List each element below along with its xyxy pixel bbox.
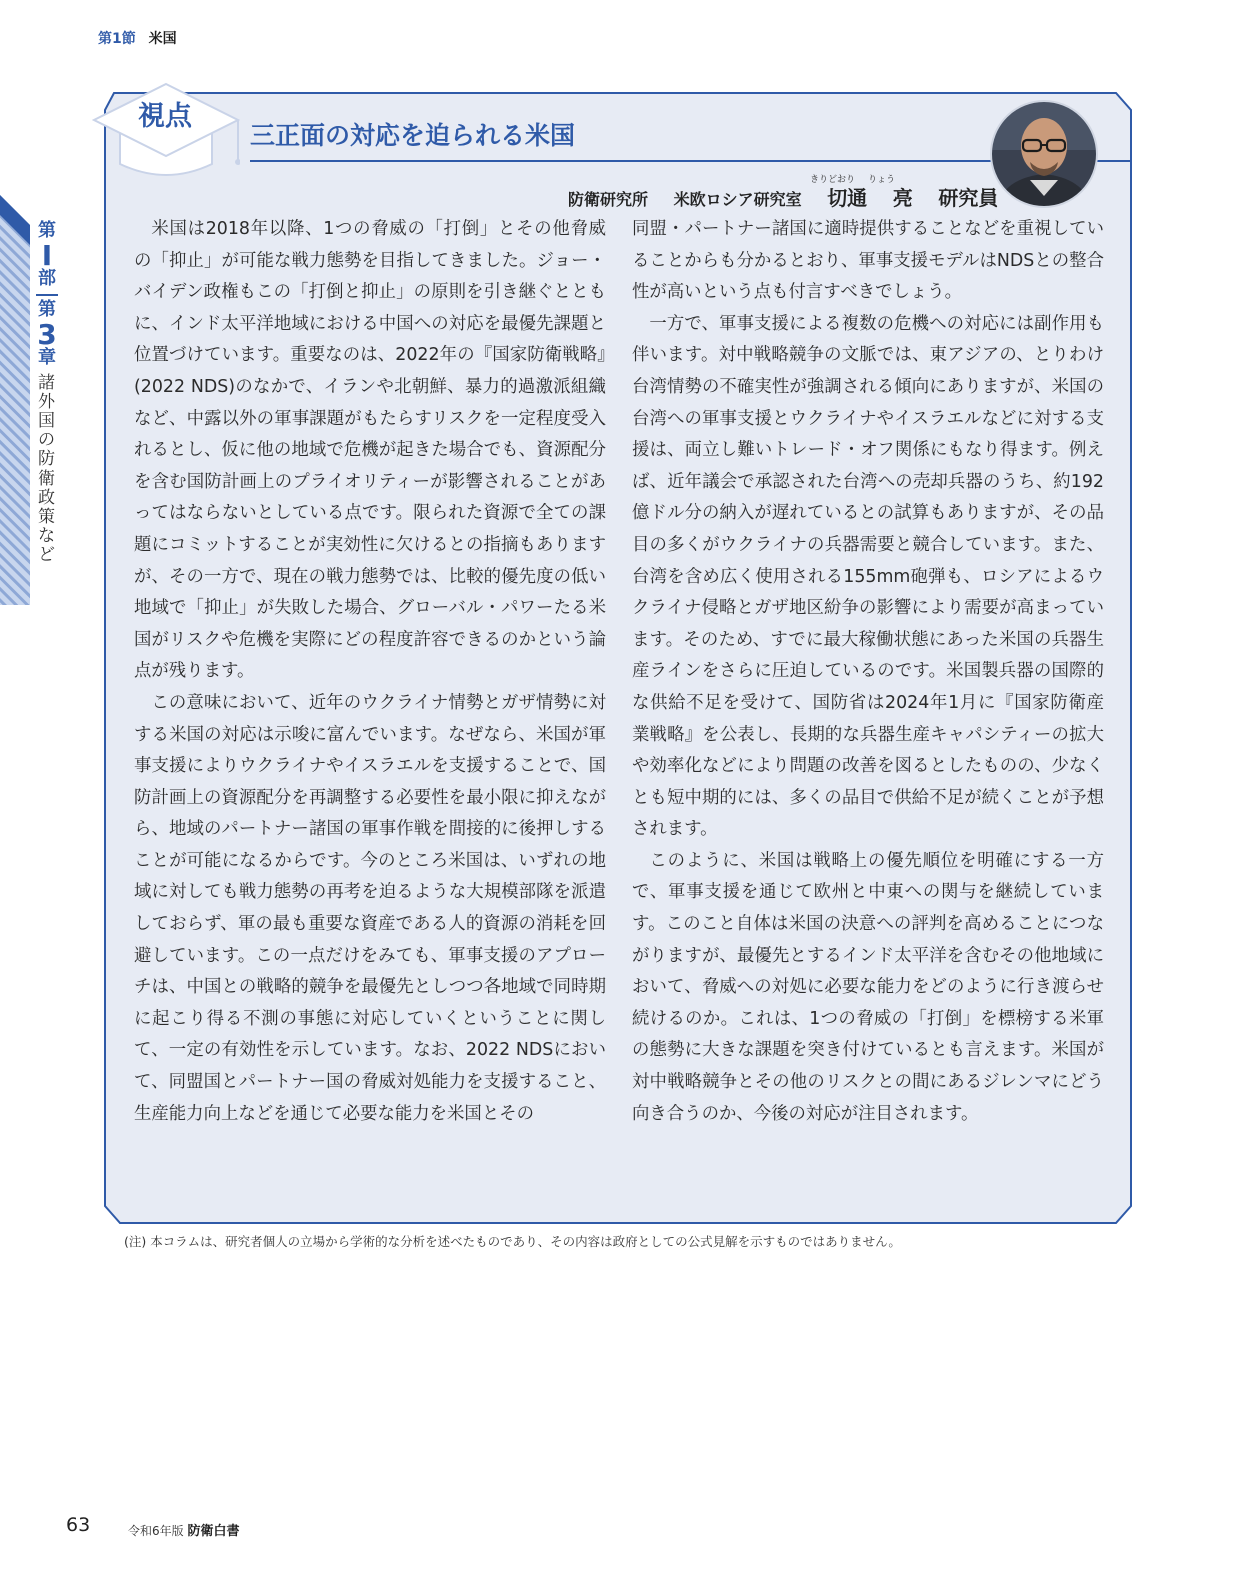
author-line	[568, 182, 998, 211]
column-badge: 視点	[138, 101, 192, 132]
author-family-ruby: きりどおり	[810, 175, 856, 185]
chapter-prefix: 第	[38, 299, 56, 321]
tab-divider	[36, 294, 58, 296]
paragraph: 米国は2018年以降、1つの脅威の「打倒」とその他脅威の「抑止」が可能な戦力態勢を目指してきました。ジョー・バイデン政権もこの「打倒と抑止」の原則を引き継ぐとともに、インド太平洋地域における中国への対応を最優先課題と位置づけています。重要なのは、2022年の『国家防衛戦略』(2022 NDS)のなかで、イランや北朝鮮、暴力的過激派組織など、中露以外の軍事課題がもたらすリスクを一定程度受入れるとし、仮に他の地域で危機が起きた場合でも、資源配分を含む国防計画上のプライオリティーが影響されることがあってはならないとしている点です。限られた資源で全ての課題にコミットすることが実効性に欠けるとの指摘もありますが、その一方で、現在の戦力態勢では、比較的優先度の低い地域で「抑止」が失敗した場合、グローバル・パワーたる米国がリスクや危機を実際にどの程度許容できるのかという論点が残ります。	[134, 219, 606, 682]
edition: 令和6年版	[128, 1524, 184, 1538]
disclaimer-note: (注) 本コラムは、研究者個人の立場から学術的な分析を述べたものであり、その内容は政府としての公式見解を示すものではありません。	[124, 1234, 901, 1249]
page-number: 63	[66, 1514, 91, 1536]
paragraph: 一方で、軍事支援による複数の危機への対応には副作用も伴います。対中戦略競争の文脈では、東アジアの、とりわけ台湾情勢の不確実性が強調される傾向にありますが、米国の台湾への軍事支援とウクライナやイスラエルなどに対する支援は、両立し難いトレード・オフ関係にもなり得ます。例えば、近年議会で承認された台湾への売却兵器のうち、約192億ドル分の納入が遅れているとの試算もありますが、その品目の多くがウクライナの兵器需要と競合しています。また、台湾を含め広く使用される155mm砲弾も、ロシアによるウクライナ侵略とガザ地区紛争の影響により需要が高まっています。そのため、すでに最大稼働状態にあった米国の兵器生産ラインをさらに圧迫しているのです。米国製兵器の国際的な供給不足を受けて、国防省は2024年1月に『国家防衛産業戦略』を公表し、長期的な兵器生産キャパシティーの拡大や効率化などにより問題の改善を図るとしたものの、少なくとも短中期的には、多くの品目で供給不足が続くことが予想されます。	[632, 313, 1104, 840]
author-org: 防衛研究所	[568, 190, 649, 209]
part-prefix: 第	[38, 220, 56, 241]
body-column-left	[134, 214, 606, 1130]
section-name: 米国	[148, 31, 177, 47]
running-header	[98, 28, 177, 48]
chapter-suffix: 章	[38, 347, 56, 369]
paragraph-continuation: 同盟・パートナー諸国に適時提供することなどを重視していることからも分かるとおり、軍事支援モデルはNDSとの整合性が高いという点も付言すべきでしょう。	[632, 219, 1104, 303]
section-number: 第1節	[98, 31, 136, 47]
body-column-right	[632, 214, 1104, 1130]
side-tab-labels	[34, 222, 60, 565]
author-role: 研究員	[938, 186, 999, 210]
chapter-title: 諸 外 国 の 防 衛 政 策 な ど	[38, 373, 56, 565]
paragraph: この意味において、近年のウクライナ情勢とガザ情勢に対する米国の対応は示唆に富んでいます。なぜなら、米国が軍事支援によりウクライナやイスラエルを支援することで、国防計画上の資源配分を再調整する必要性を最小限に抑えながら、地域のパートナー諸国の軍事作戦を間接的に後押しすることが可能になるからです。今のところ米国は、いずれの地域に対しても戦力態勢の再考を迫るような大規模部隊を派遣しておらず、軍の最も重要な資産である人的資源の消耗を回避しています。この一点だけをみても、軍事支援のアプローチは、中国との戦略的競争を最優先としつつ各地域で同時期に起こり得る不測の事態に対応していくということに関して、一定の有効性を示しています。なお、2022 NDSにおいて、同盟国とパートナー国の脅威対処能力を支援すること、生産能力向上などを通じて必要な能力を米国とその	[134, 692, 606, 1124]
paragraph: このように、米国は戦略上の優先順位を明確にする一方で、軍事支援を通じて欧州と中東への関与を継続しています。このこと自体は米国の決意への評判を高めることにつながりますが、最優先とするインド太平洋を含むその他地域において、脅威への対処に必要な能力をどのように行き渡らせ続けるのか。これは、1つの脅威の「打倒」を標榜する米軍の態勢に大きな課題を突き付けているとも言えます。米国が対中戦略競争とその他のリスクとの間にあるジレンマにどう向き合うのか、今後の対応が注目されます。	[632, 850, 1104, 1124]
publication-label	[128, 1520, 239, 1539]
column-title: 三正面の対応を迫られる米国	[250, 121, 576, 150]
author-portrait	[990, 100, 1098, 208]
chapter-number: 3	[37, 318, 57, 352]
author-given-name: 亮	[892, 186, 913, 210]
part-number: I	[41, 238, 53, 272]
author-dept: 米欧ロシア研究室	[673, 190, 802, 209]
author-family-name: 切通	[827, 186, 868, 210]
part-suffix: 部	[38, 268, 56, 290]
author-given-ruby: りょう	[868, 175, 896, 185]
publication-title: 防衛白書	[187, 1524, 240, 1539]
